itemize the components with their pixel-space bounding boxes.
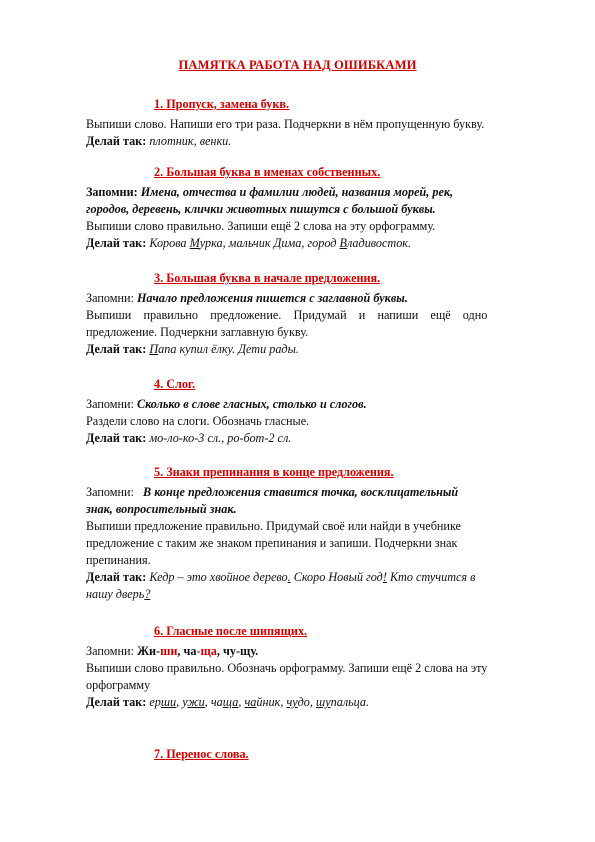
underlined-letter: Д <box>273 236 282 250</box>
example-line <box>86 569 552 586</box>
rule-part: , ча <box>177 644 197 658</box>
rule-text: Сколько в слове гласных, столько и слогов. <box>136 397 367 411</box>
section-sentence-capital <box>86 270 552 358</box>
underlined-mark: ? <box>144 587 151 601</box>
section-missing-letters <box>86 96 552 150</box>
example-text: до, <box>297 695 316 709</box>
rule-part: - <box>196 644 201 658</box>
instruction-text: предложение с таким же знаком препинания и запиши. Подчеркни знак <box>86 536 458 550</box>
underlined-part: чу <box>286 695 298 709</box>
underlined-letter: М <box>189 236 200 250</box>
example-line-cont <box>86 586 552 603</box>
rule-label: Запомни: <box>86 185 138 199</box>
example-text: , <box>176 695 183 709</box>
rule-part: ши <box>160 644 178 658</box>
example-text: Скоро Новый год <box>290 570 383 584</box>
rule-line <box>86 290 552 307</box>
instruction-text: Раздели слово на слоги. Обозначь гласные. <box>86 414 310 428</box>
rule-line <box>86 396 552 413</box>
section-heading: 1. Пропуск, замена букв. <box>154 97 290 111</box>
instruction-text: Выпиши слово правильно. Обозначь орфограмму. Запиши ещё 2 слова на эту <box>86 661 488 675</box>
instruction-text: Выпиши слово. Напиши его три раза. Подчеркни в нём пропущенную букву. <box>86 117 485 131</box>
example-separator: , <box>193 134 200 148</box>
example-text: Кедр – это хвойное дерево <box>149 570 288 584</box>
section-word-hyphenation <box>86 746 552 766</box>
rule-text: знак, вопросительный знак. <box>86 502 237 516</box>
example-text: ладивосток. <box>346 236 412 250</box>
underlined-part: жи <box>187 695 205 709</box>
rule-text: городов, деревень, клички животных пишутся с большой буквы. <box>86 202 436 216</box>
underlined-part: ча <box>244 695 257 709</box>
underlined-part: шу <box>316 695 331 709</box>
example-text: има, город <box>281 236 340 250</box>
underlined-mark: . <box>287 570 291 584</box>
rule-part: , чу-щу. <box>216 644 259 658</box>
section-proper-names <box>86 164 552 252</box>
underlined-letter: П <box>149 342 159 356</box>
rule-label: Запомни: <box>86 485 134 499</box>
section-heading: 5. Знаки препинания в конце предложения. <box>154 465 394 479</box>
rule-part: ща <box>200 644 217 658</box>
example-label: Делай так: <box>86 570 147 584</box>
underlined-mark: ! <box>382 570 387 584</box>
rule-label: Запомни: <box>86 291 134 305</box>
section-vowels-after-sibilants <box>86 623 552 711</box>
instruction-text: Выпиши правильно предложение. Придумай и напиши ещё одно <box>86 308 488 322</box>
underlined-part: ши <box>160 695 177 709</box>
rule-label: Запомни: <box>86 644 134 658</box>
example-text: йник, <box>256 695 287 709</box>
rule-line <box>86 184 552 201</box>
instruction-text: орфограмму <box>86 678 151 692</box>
memo-title: ПАМЯТКА РАБОТА НАД ОШИБКАМИ <box>178 58 417 72</box>
example-text: , <box>204 695 211 709</box>
example-label: Делай так: <box>86 342 147 356</box>
example-text: Кто стучится в <box>386 570 476 584</box>
instruction-text: Выпиши предложение правильно. Придумай своё или найди в учебнике <box>86 519 461 533</box>
rule-line <box>86 484 552 501</box>
example-label: Делай так: <box>86 431 147 445</box>
example-label: Делай так: <box>86 134 147 148</box>
example-text: мо-ло-ко-3 сл., ро-бот-2 сл. <box>149 431 292 445</box>
section-punctuation <box>86 464 552 603</box>
section-heading: 3. Большая буква в начале предложения. <box>154 271 381 285</box>
rule-text: Имена, отчества и фамилии людей, названия морей, рек, <box>140 185 454 199</box>
example-text: ер <box>149 695 161 709</box>
rule-label: Запомни: <box>86 397 134 411</box>
example-line <box>86 341 552 358</box>
example-label: Делай так: <box>86 236 147 250</box>
instruction-text: предложение. Подчеркни заглавную букву. <box>86 325 309 339</box>
example-line <box>86 235 552 252</box>
example-line <box>86 430 552 447</box>
section-heading: 4. Слог. <box>154 377 196 391</box>
rule-line <box>86 643 552 660</box>
example-word: плотник <box>149 134 194 148</box>
section-heading: 6. Гласные после шипящих. <box>154 624 308 638</box>
instruction-text: препинания. <box>86 553 151 567</box>
example-text: ети рады. <box>246 342 299 356</box>
section-heading: 2. Большая буква в именах собственных. <box>154 165 381 179</box>
example-text: урка, мальчик <box>199 236 274 250</box>
rule-text: Начало предложения пишется с заглавной буквы. <box>136 291 408 305</box>
example-text: , <box>238 695 245 709</box>
example-text: у <box>182 695 188 709</box>
rule-part: - <box>156 644 161 658</box>
example-text: нашу дверь <box>86 587 145 601</box>
rule-part: Жи <box>136 644 157 658</box>
underlined-part: ща <box>222 695 239 709</box>
underlined-letter: Д <box>238 342 247 356</box>
example-end: . <box>228 134 232 148</box>
example-text: пальца. <box>330 695 370 709</box>
rule-text: В конце предложения ставится точка, восклицательный <box>143 485 459 499</box>
underlined-letter: В <box>339 236 347 250</box>
example-text: Корова <box>149 236 190 250</box>
example-line <box>86 133 552 150</box>
example-word: венки <box>199 134 229 148</box>
example-text: апа купил ёлку. <box>158 342 236 356</box>
example-text: ча <box>210 695 223 709</box>
instruction-text: Выпиши слово правильно. Запиши ещё 2 слова на эту орфограмму. <box>86 219 436 233</box>
section-syllable <box>86 376 552 447</box>
section-heading: 7. Перенос слова. <box>154 747 249 761</box>
example-line <box>86 694 552 711</box>
example-label: Делай так: <box>86 695 147 709</box>
